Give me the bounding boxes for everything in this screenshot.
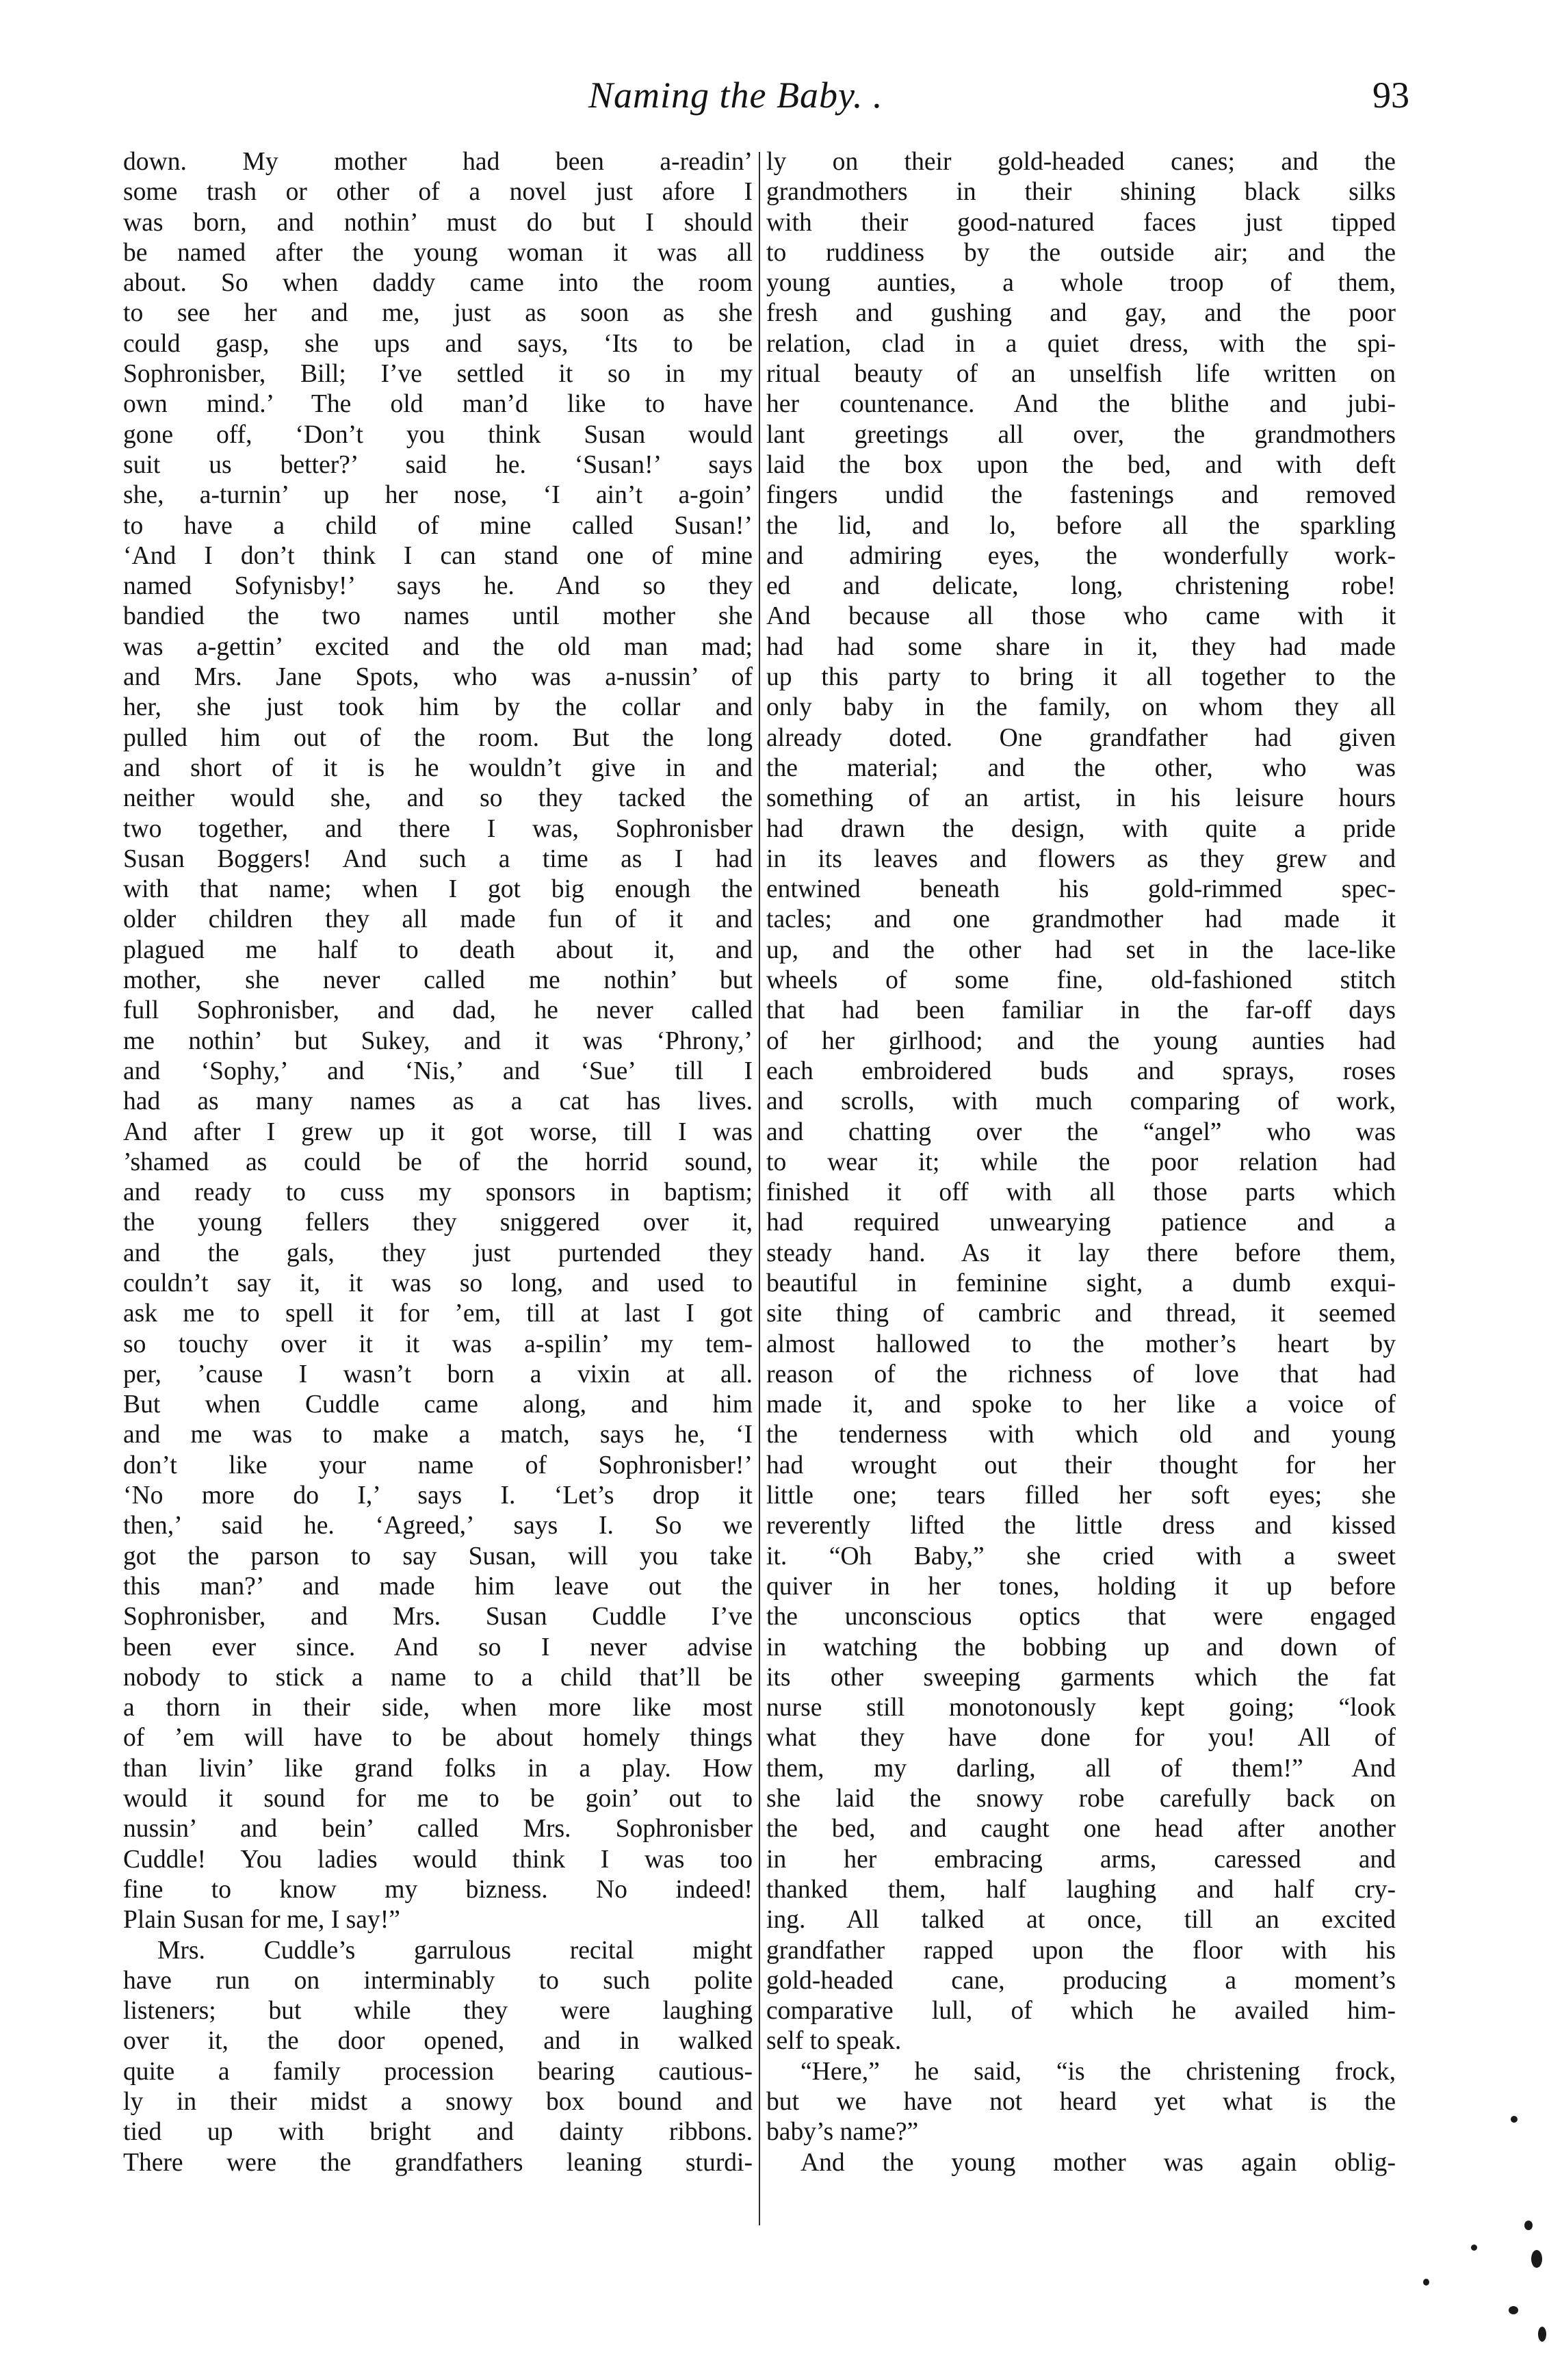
- text-line: quite a family procession bearing cautious-: [123, 2057, 753, 2086]
- text-line: over it, the door opened, and in walked: [123, 2027, 753, 2056]
- text-line: and chatting over the “angel” who was: [766, 1117, 1396, 1146]
- ink-speck: [1524, 2221, 1533, 2230]
- text-line: ’shamed as could be of the horrid sound,: [123, 1148, 753, 1176]
- text-line: her, she just took him by the collar and: [123, 693, 753, 722]
- text-line: nussin’ and bein’ called Mrs. Sophronisber: [123, 1815, 753, 1844]
- running-title: Naming the Baby. .: [588, 75, 883, 116]
- text-line: And after I grew up it got worse, till I was: [123, 1117, 753, 1146]
- text-line: couldn’t say it, it was so long, and used to: [123, 1269, 753, 1297]
- text-line: and ‘Sophy,’ and ‘Nis,’ and ‘Sue’ till I: [123, 1057, 753, 1085]
- text-line: and the gals, they just purtended they: [123, 1239, 753, 1267]
- text-line: gone off, ‘Don’t you think Susan would: [123, 420, 753, 449]
- text-line: ly in their midst a snowy box bound and: [123, 2088, 753, 2116]
- text-line: had had some share in it, they had made: [766, 632, 1396, 661]
- text-line: And the young mother was again oblig-: [800, 2148, 1396, 2177]
- text-line: ritual beauty of an unselfish life written on: [766, 360, 1396, 389]
- text-line: gold-headed cane, producing a moment’s: [766, 1966, 1396, 1995]
- text-line: it. “Oh Baby,” she cried with a sweet: [766, 1542, 1396, 1570]
- text-line: had required unwearying patience and a: [766, 1208, 1396, 1237]
- text-line: and short of it is he wouldn’t give in and: [123, 753, 753, 782]
- text-line: had drawn the design, with quite a pride: [766, 814, 1396, 843]
- text-line: in its leaves and flowers as they grew and: [766, 844, 1396, 873]
- text-line: ed and delicate, long, christening robe!: [766, 572, 1396, 601]
- text-line: would it sound for me to be goin’ out to: [123, 1785, 753, 1813]
- text-line: suit us better?’ said he. ‘Susan!’ says: [123, 450, 753, 479]
- text-line: fresh and gushing and gay, and the poor: [766, 299, 1396, 328]
- text-line: grandfather rapped upon the floor with his: [766, 1936, 1396, 1965]
- column-rule: [759, 152, 760, 2225]
- text-line: about. So when daddy came into the room: [123, 269, 753, 298]
- text-line: little one; tears filled her soft eyes; she: [766, 1482, 1396, 1510]
- text-line: only baby in the family, on whom they all: [766, 693, 1396, 722]
- text-line: she laid the snowy robe carefully back on: [766, 1785, 1396, 1813]
- text-line: so touchy over it it was a-spilin’ my tem-: [123, 1330, 753, 1358]
- text-line: be named after the young woman it was all: [123, 238, 753, 267]
- text-line: than livin’ like grand folks in a play. How: [123, 1754, 753, 1783]
- ink-speck: [1509, 2306, 1518, 2314]
- text-line: listeners; but while they were laughing: [123, 1997, 753, 2026]
- text-line: this man?’ and made him leave out the: [123, 1572, 753, 1601]
- text-line: the unconscious optics that were engaged: [766, 1603, 1396, 1631]
- text-line: reverently lifted the little dress and kissed: [766, 1512, 1396, 1540]
- text-line: young aunties, a whole troop of them,: [766, 269, 1396, 298]
- text-line: already doted. One grandfather had given: [766, 723, 1396, 752]
- text-line: “Here,” he said, “is the christening frock,: [800, 2057, 1396, 2086]
- text-line: neither would she, and so they tacked the: [123, 784, 753, 813]
- page-number: 93: [1372, 75, 1409, 116]
- text-line: her countenance. And the blithe and jubi-: [766, 390, 1396, 419]
- text-line: nurse still monotonously kept going; “look: [766, 1694, 1396, 1722]
- text-line: of ’em will have to be about homely things: [123, 1724, 753, 1752]
- text-line: each embroidered buds and sprays, roses: [766, 1057, 1396, 1085]
- text-line: And because all those who came with it: [766, 602, 1396, 631]
- text-line: Mrs. Cuddle’s garrulous recital might: [157, 1936, 753, 1965]
- text-line: wheels of some fine, old-fashioned stitch: [766, 966, 1396, 995]
- text-line: and admiring eyes, the wonderfully work-: [766, 541, 1396, 570]
- text-line: tied up with bright and dainty ribbons.: [123, 2118, 753, 2147]
- text-line: have run on interminably to such polite: [123, 1966, 753, 1995]
- text-line: what they have done for you! All of: [766, 1724, 1396, 1752]
- text-line: site thing of cambric and thread, it seemed: [766, 1299, 1396, 1328]
- text-line: Sophronisber, Bill; I’ve settled it so in my: [123, 360, 753, 389]
- text-line: down. My mother had been a-readin’: [123, 148, 753, 176]
- text-line: the lid, and lo, before all the sparkling: [766, 511, 1396, 540]
- text-line: the material; and the other, who was: [766, 753, 1396, 782]
- text-line: finished it off with all those parts which: [766, 1178, 1396, 1207]
- ink-speck: [1423, 2279, 1429, 2286]
- running-head: [123, 74, 1409, 129]
- text-line: thanked them, half laughing and half cry-: [766, 1875, 1396, 1904]
- text-line: some trash or other of a novel just afore I: [123, 178, 753, 207]
- text-line: of her girlhood; and the young aunties had: [766, 1026, 1396, 1055]
- text-line: There were the grandfathers leaning sturdi-: [123, 2148, 753, 2177]
- text-line: up this party to bring it all together to the: [766, 663, 1396, 692]
- text-line: and ready to cuss my sponsors in baptism;: [123, 1178, 753, 1207]
- text-line: relation, clad in a quiet dress, with the spi-: [766, 329, 1396, 358]
- text-line: ly on their gold-headed canes; and the: [766, 148, 1396, 176]
- text-line: up, and the other had set in the lace-like: [766, 935, 1396, 964]
- text-line: had as many names as a cat has lives.: [123, 1087, 753, 1116]
- text-line: ing. All talked at once, till an excited: [766, 1906, 1396, 1935]
- text-column-left: [123, 147, 753, 2178]
- text-line: steady hand. As it lay there before them,: [766, 1239, 1396, 1267]
- ink-speck: [1531, 2250, 1542, 2268]
- text-line: Sophronisber, and Mrs. Susan Cuddle I’ve: [123, 1603, 753, 1631]
- ink-speck: [1471, 2245, 1477, 2251]
- text-line: laid the box upon the bed, and with deft: [766, 450, 1396, 479]
- text-line: them, my darling, all of them!” And: [766, 1754, 1396, 1783]
- text-line: pulled him out of the room. But the long: [123, 723, 753, 752]
- text-line: own mind.’ The old man’d like to have: [123, 390, 753, 419]
- text-line: the young fellers they sniggered over it,: [123, 1208, 753, 1237]
- text-line: But when Cuddle came along, and him: [123, 1391, 753, 1419]
- text-line: in her embracing arms, caressed and: [766, 1845, 1396, 1874]
- text-line: but we have not heard yet what is the: [766, 2088, 1396, 2116]
- text-line: a thorn in their side, when more like most: [123, 1694, 753, 1722]
- text-line: to have a child of mine called Susan!’: [123, 511, 753, 540]
- text-line: she, a-turnin’ up her nose, ‘I ain’t a-goin’: [123, 481, 753, 510]
- text-line: with their good-natured faces just tipped: [766, 208, 1396, 237]
- text-line: was born, and nothin’ must do but I should: [123, 208, 753, 237]
- text-line: Cuddle! You ladies would think I was too: [123, 1845, 753, 1874]
- text-line: something of an artist, in his leisure hours: [766, 784, 1396, 813]
- text-line: older children they all made fun of it and: [123, 905, 753, 934]
- text-line: baby’s name?”: [766, 2118, 919, 2147]
- text-line: bandied the two names until mother she: [123, 602, 753, 631]
- text-line: grandmothers in their shining black silks: [766, 178, 1396, 207]
- text-line: been ever since. And so I never advise: [123, 1633, 753, 1661]
- text-line: mother, she never called me nothin’ but: [123, 966, 753, 995]
- ink-speck: [1538, 2327, 1546, 2342]
- text-line: entwined beneath his gold-rimmed spec-: [766, 875, 1396, 904]
- text-line: the bed, and caught one head after another: [766, 1815, 1396, 1844]
- text-line: and Mrs. Jane Spots, who was a-nussin’ of: [123, 663, 753, 692]
- text-line: comparative lull, of which he availed him-: [766, 1997, 1396, 2026]
- text-line: self to speak.: [766, 2027, 902, 2056]
- text-line: its other sweeping garments which the fat: [766, 1663, 1396, 1692]
- text-line: to wear it; while the poor relation had: [766, 1148, 1396, 1176]
- text-line: tacles; and one grandmother had made it: [766, 905, 1396, 934]
- text-line: Plain Susan for me, I say!”: [123, 1906, 400, 1935]
- text-line: then,’ said he. ‘Agreed,’ says I. So we: [123, 1512, 753, 1540]
- text-line: made it, and spoke to her like a voice of: [766, 1391, 1396, 1419]
- text-line: fingers undid the fastenings and removed: [766, 481, 1396, 510]
- text-line: with that name; when I got big enough the: [123, 875, 753, 904]
- text-line: plagued me half to death about it, and: [123, 935, 753, 964]
- text-line: and me was to make a match, says he, ‘I: [123, 1421, 753, 1449]
- text-line: lant greetings all over, the grandmothers: [766, 420, 1396, 449]
- text-column-right: [766, 147, 1396, 2178]
- text-line: don’t like your name of Sophronisber!’: [123, 1451, 753, 1479]
- ink-speck: [1511, 2116, 1518, 2123]
- text-line: that had been familiar in the far-off days: [766, 996, 1396, 1025]
- text-line: Susan Boggers! And such a time as I had: [123, 844, 753, 873]
- text-line: was a-gettin’ excited and the old man mad;: [123, 632, 753, 661]
- text-line: fine to know my bizness. No indeed!: [123, 1875, 753, 1904]
- text-line: had wrought out their thought for her: [766, 1451, 1396, 1479]
- text-line: almost hallowed to the mother’s heart by: [766, 1330, 1396, 1358]
- text-line: two together, and there I was, Sophronisber: [123, 814, 753, 843]
- text-line: beautiful in feminine sight, a dumb exqui-: [766, 1269, 1396, 1297]
- text-line: the tenderness with which old and young: [766, 1421, 1396, 1449]
- text-line: could gasp, she ups and says, ‘Its to be: [123, 329, 753, 358]
- text-line: got the parson to say Susan, will you take: [123, 1542, 753, 1570]
- text-line: and scrolls, with much comparing of work,: [766, 1087, 1396, 1116]
- text-line: ask me to spell it for ’em, till at last I got: [123, 1299, 753, 1328]
- text-line: nobody to stick a name to a child that’ll be: [123, 1663, 753, 1692]
- text-line: ‘And I don’t think I can stand one of mine: [123, 541, 753, 570]
- text-line: per, ’cause I wasn’t born a vixin at all.: [123, 1360, 753, 1388]
- text-line: to ruddiness by the outside air; and the: [766, 238, 1396, 267]
- text-line: named Sofynisby!’ says he. And so they: [123, 572, 753, 601]
- text-line: quiver in her tones, holding it up before: [766, 1572, 1396, 1601]
- text-line: me nothin’ but Sukey, and it was ‘Phrony,’: [123, 1026, 753, 1055]
- text-line: in watching the bobbing up and down of: [766, 1633, 1396, 1661]
- text-line: ‘No more do I,’ says I. ‘Let’s drop it: [123, 1482, 753, 1510]
- text-line: reason of the richness of love that had: [766, 1360, 1396, 1388]
- text-line: to see her and me, just as soon as she: [123, 299, 753, 328]
- text-line: full Sophronisber, and dad, he never called: [123, 996, 753, 1025]
